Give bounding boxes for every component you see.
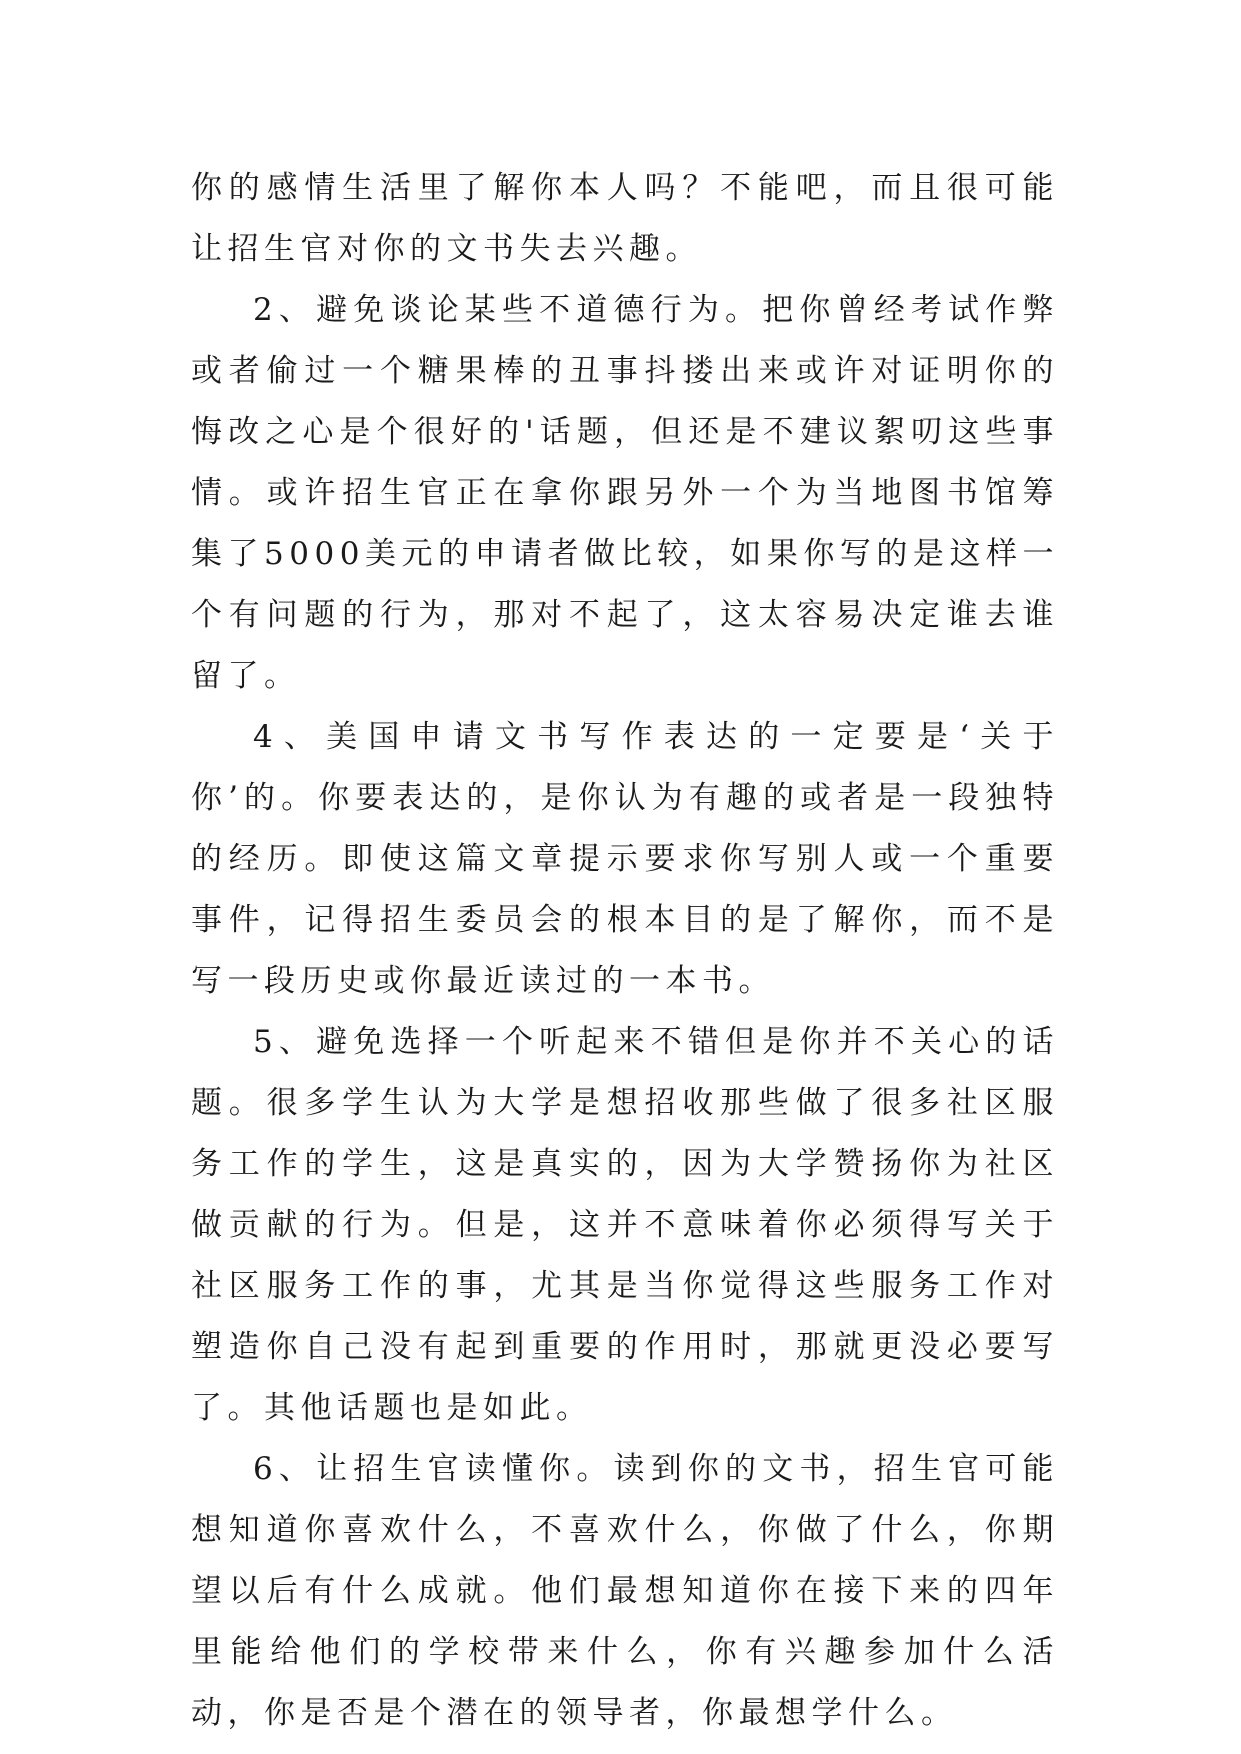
paragraph-continuation: 你的感情生活里了解你本人吗？不能吧，而且很可能让招生官对你的文书失去兴趣。	[191, 170, 1059, 267]
paragraph-item-4: 4、美国申请文书写作表达的一定要是‘关于你’的。你要表达的，是你认为有趣的或者是一段独特的经历。即使这篇文章提示要求你写别人或一个重要事件，记得招生委员会的根本目的是了解你，而不是写一段历史或你最近读过的一本书。	[191, 719, 1059, 999]
document-body	[191, 158, 1059, 1744]
paragraph-item-5: 5、避免选择一个听起来不错但是你并不关心的话题。很多学生认为大学是想招收那些做了很多社区服务工作的学生，这是真实的，因为大学赞扬你为社区做贡献的行为。但是，这并不意味着你必须得写关于社区服务工作的事，尤其是当你觉得这些服务工作对塑造你自己没有起到重要的作用时，那就更没必要写了。其他话题也是如此。	[191, 1024, 1059, 1426]
paragraph-item-2: 2、避免谈论某些不道德行为。把你曾经考试作弊或者偷过一个糖果棒的丑事抖搂出来或许对证明你的悔改之心是个很好的'话题，但还是不建议絮叨这些事情。或许招生官正在拿你跟另外一个为当地图书馆筹集了5000美元的申请者做比较，如果你写的是这样一个有问题的行为，那对不起了，这太容易决定谁去谁留了。	[191, 292, 1059, 694]
paragraph-item-6: 6、让招生官读懂你。读到你的文书，招生官可能想知道你喜欢什么，不喜欢什么，你做了什么，你期望以后有什么成就。他们最想知道你在接下来的四年里能给他们的学校带来什么，你有兴趣参加什么活动，你是否是个潜在的领导者，你最想学什么。	[191, 1451, 1059, 1731]
